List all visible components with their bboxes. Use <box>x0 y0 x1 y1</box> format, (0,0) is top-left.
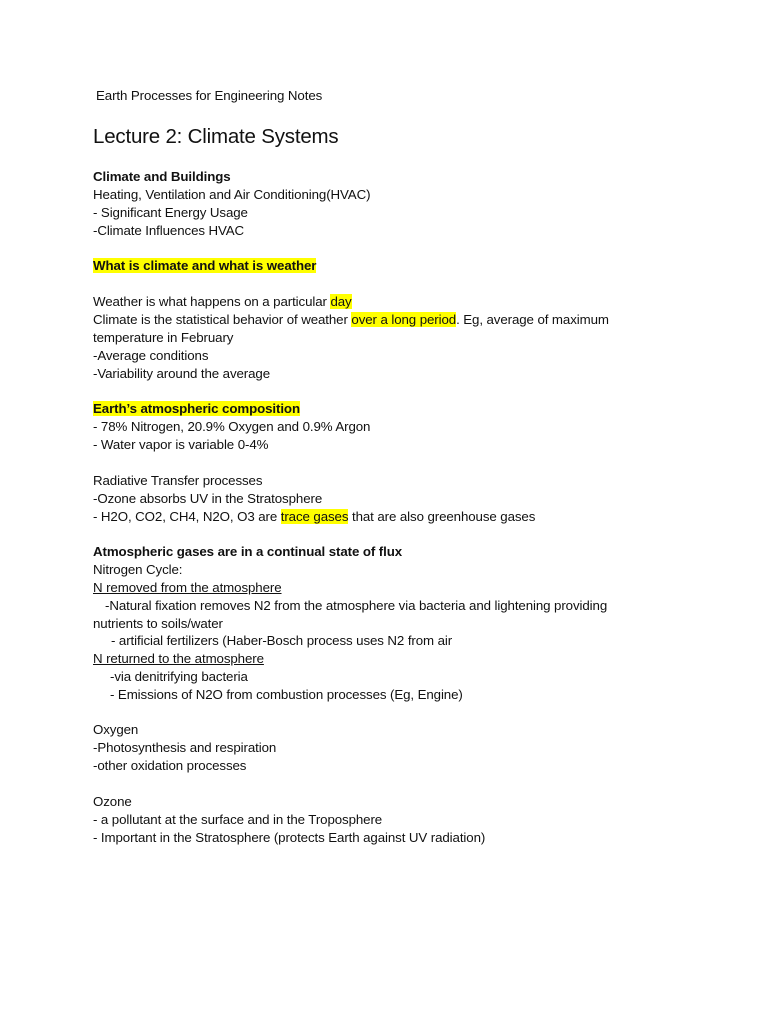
section-heading-buildings: Climate and Buildings <box>93 169 231 184</box>
n-removed-item-1: -Natural fixation removes N2 from the atmosphere via bacteria and lightening providing <box>105 598 608 613</box>
n-returned-item-2: - Emissions of N2O from combustion processes (Eg, Engine) <box>110 687 463 702</box>
n-returned-item-1: -via denitrifying bacteria <box>110 669 248 684</box>
n-removed-item-1-cont: nutrients to soils/water <box>93 616 223 631</box>
section-heading-composition <box>93 400 300 418</box>
weather-text: Weather is what happens on a particular <box>93 294 331 309</box>
highlighted-phrase-trace-gases: trace gases <box>280 509 349 524</box>
n-returned-heading: N returned to the atmosphere <box>93 651 264 666</box>
climate-definition <box>93 311 609 329</box>
variability: -Variability around the average <box>93 366 271 381</box>
section-heading-flux: Atmospheric gases are in a continual state of flux <box>93 544 403 559</box>
section-heading-climate-weather <box>93 257 316 275</box>
climate-definition-cont: temperature in February <box>93 330 234 345</box>
weather-definition <box>93 293 352 311</box>
section-heading-radiative: Radiative Transfer processes <box>93 473 263 488</box>
radiative-line-2 <box>93 508 535 526</box>
oxygen-line-2: -other oxidation processes <box>93 758 247 773</box>
buildings-line-3: -Climate Influences HVAC <box>93 223 245 238</box>
header-note: Earth Processes for Engineering Notes <box>96 88 323 103</box>
radiative-line-1: -Ozone absorbs UV in the Stratosphere <box>93 491 323 506</box>
oxygen-line-1: -Photosynthesis and respiration <box>93 740 277 755</box>
highlighted-phrase-long-period: over a long period <box>351 312 457 327</box>
page-title: Lecture 2: Climate Systems <box>93 125 339 148</box>
section-heading-ozone: Ozone <box>93 794 132 809</box>
composition-line-2: - Water vapor is variable 0-4% <box>93 437 269 452</box>
buildings-line-1: Heating, Ventilation and Air Conditioning(HVAC) <box>93 187 371 202</box>
climate-text-end: . Eg, average of maximum <box>456 312 609 327</box>
radiative-text-end: that are also greenhouse gases <box>348 509 536 524</box>
section-heading-oxygen: Oxygen <box>93 722 139 737</box>
climate-text: Climate is the statistical behavior of weather <box>93 312 352 327</box>
radiative-text: - H2O, CO2, CH4, N2O, O3 are <box>93 509 281 524</box>
highlighted-heading: Earth’s atmospheric composition <box>93 401 300 416</box>
n-removed-heading: N removed from the atmosphere <box>93 580 282 595</box>
highlighted-word-day: day <box>330 294 352 309</box>
ozone-line-1: - a pollutant at the surface and in the Troposphere <box>93 812 383 827</box>
nitrogen-cycle-label: Nitrogen Cycle: <box>93 562 183 577</box>
n-removed-item-2: - artificial fertilizers (Haber-Bosch process uses N2 from air <box>111 633 453 648</box>
average-conditions: -Average conditions <box>93 348 209 363</box>
highlighted-heading: What is climate and what is weather <box>93 258 317 273</box>
ozone-line-2: - Important in the Stratosphere (protects Earth against UV radiation) <box>93 830 486 845</box>
composition-line-1: - 78% Nitrogen, 20.9% Oxygen and 0.9% Argon <box>93 419 371 434</box>
buildings-line-2: - Significant Energy Usage <box>93 205 248 220</box>
